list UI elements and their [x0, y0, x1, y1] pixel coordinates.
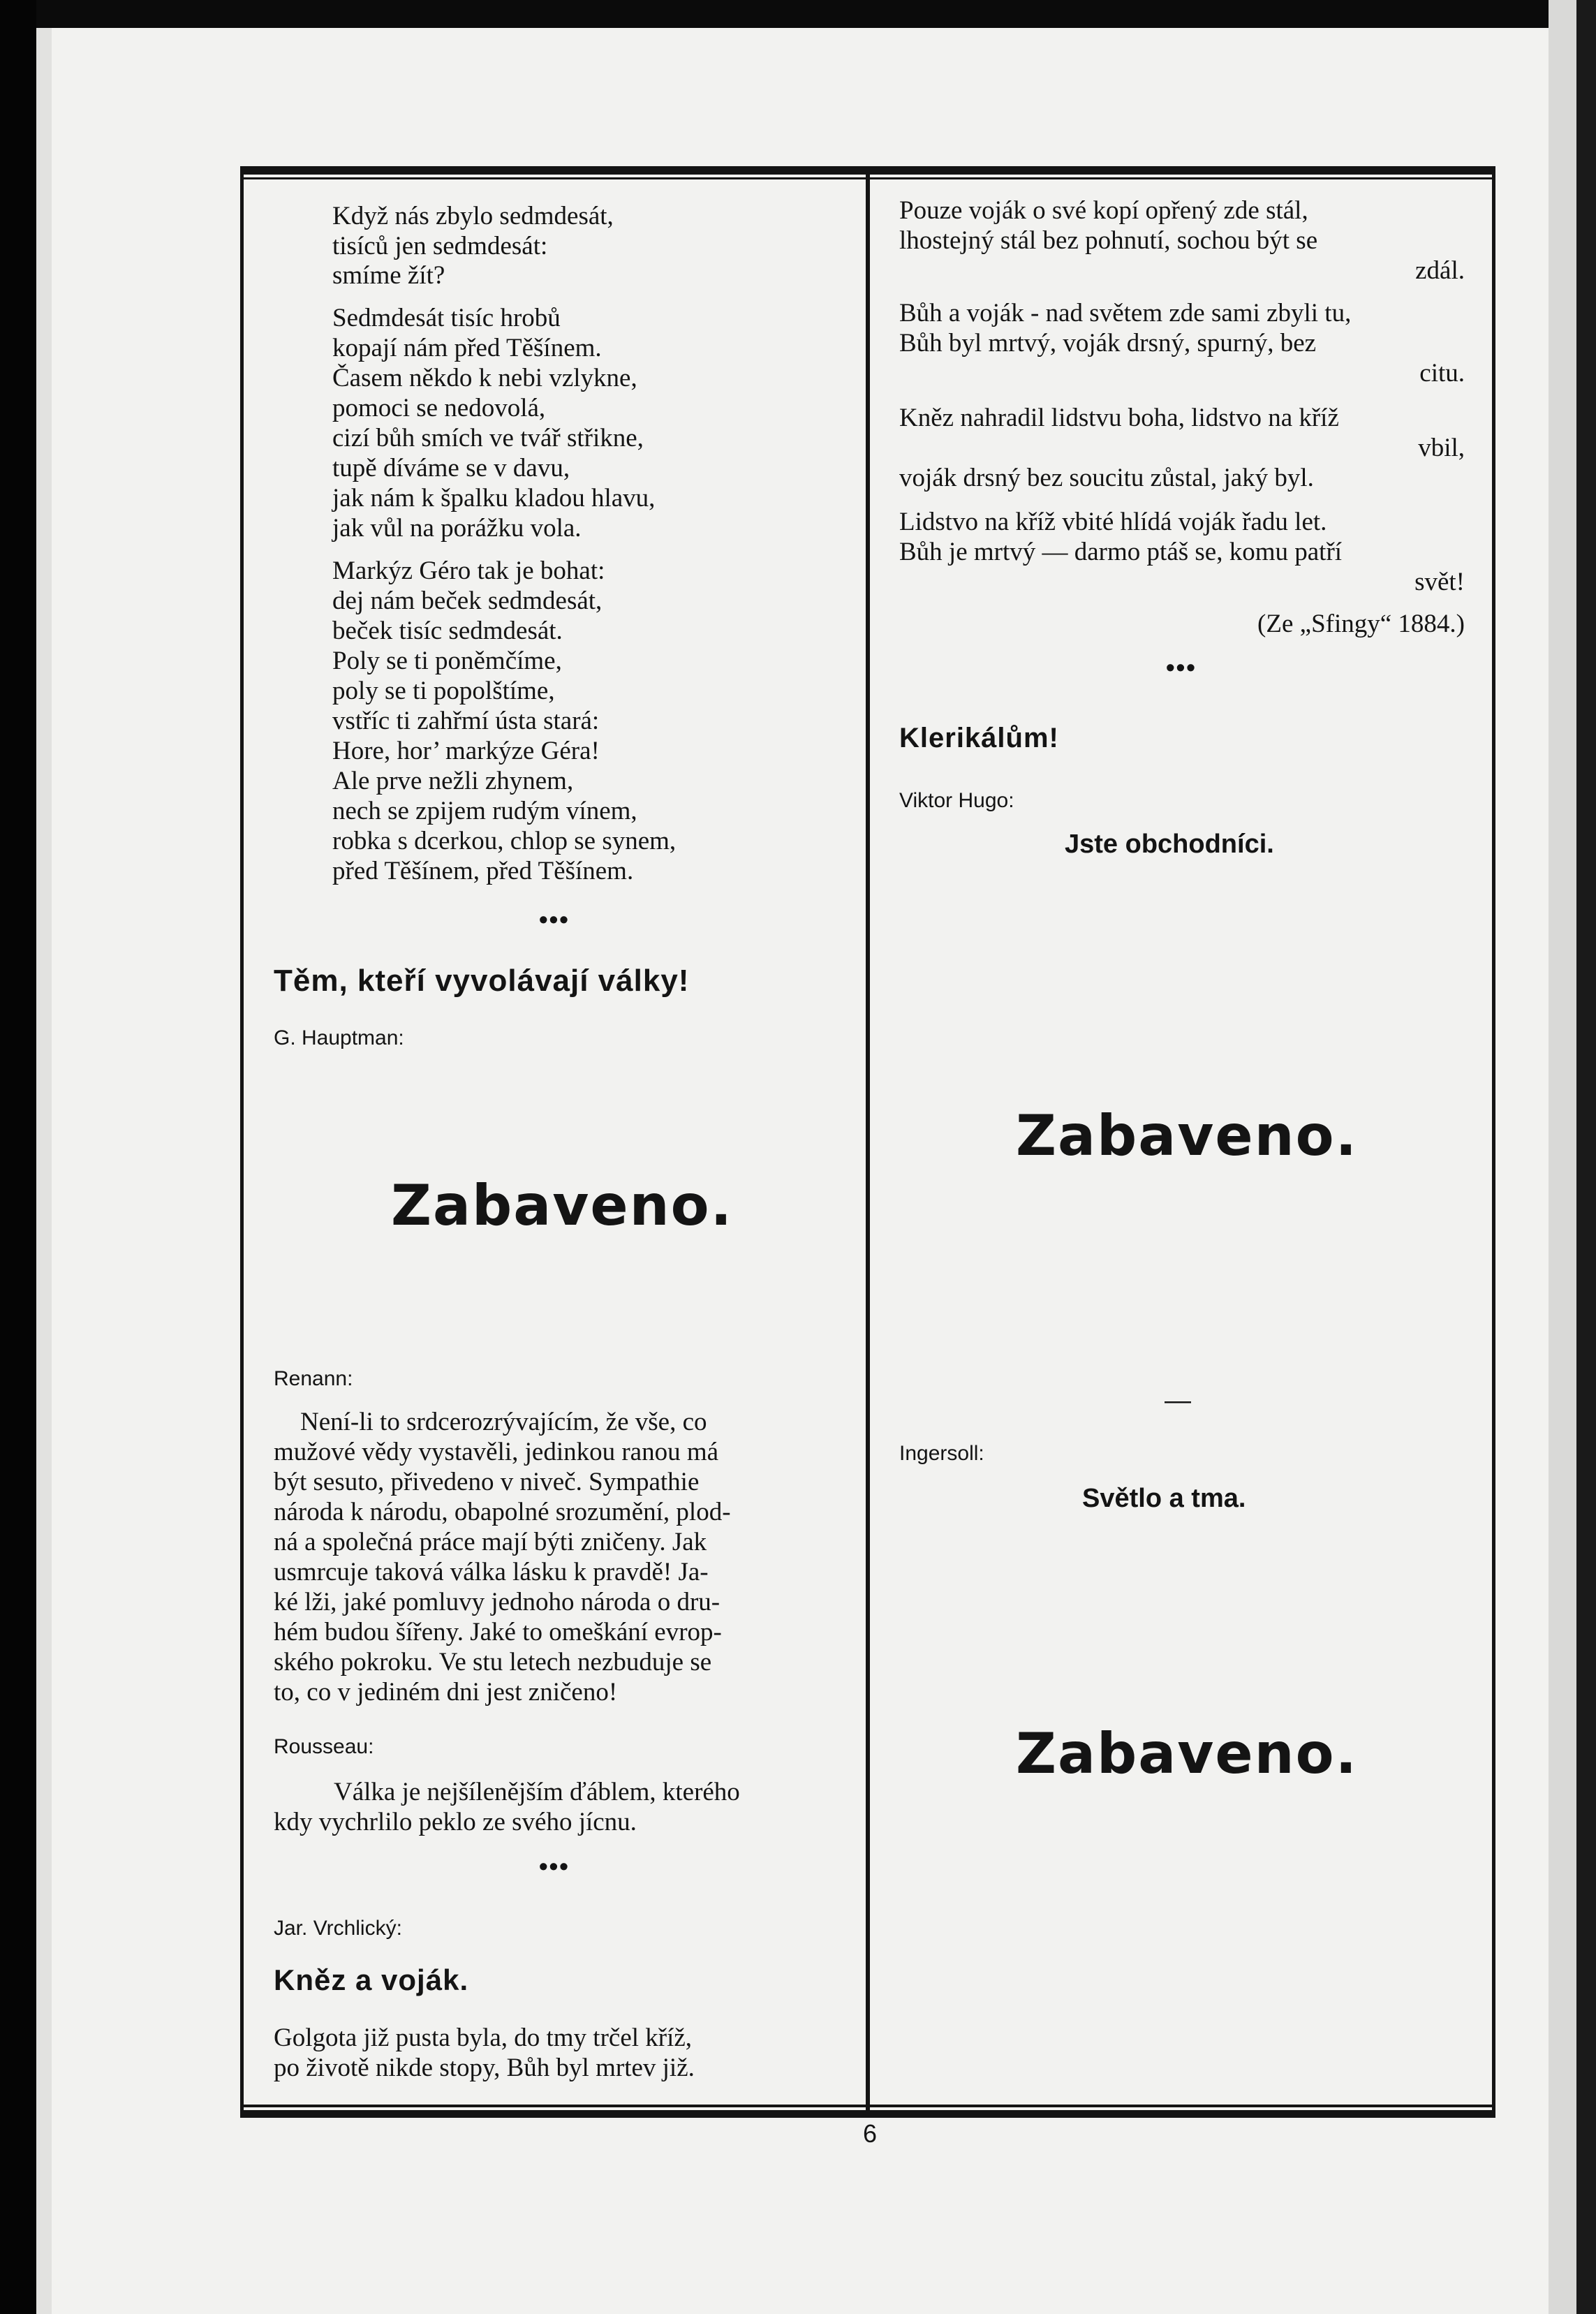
poem-line: voják drsný bez soucitu zůstal, jaký byl. — [899, 464, 1314, 492]
poem-line: beček tisíc sedmdesát. — [332, 617, 563, 645]
paragraph-line: Válka je nejšílenějším ďáblem, kterého — [334, 1778, 740, 1806]
paragraph-line: ké lži, jaké pomluvy jednoho národa o dru- — [274, 1588, 721, 1616]
section-separator-dots: ••• — [539, 1852, 570, 1880]
paragraph-line: kdy vychrlilo peklo ze svého jícnu. — [274, 1808, 637, 1836]
poem-line: kopají nám před Těšínem. — [332, 334, 602, 362]
poem-line: Kněz nahradil lidstvu boha, lidstvo na kříž — [899, 404, 1339, 432]
scan-border-left — [0, 0, 36, 2314]
poem-line: Markýz Géro tak je bohat: — [332, 557, 605, 585]
article-heading: Klerikálům! — [899, 723, 1059, 753]
poem-line: zdál. — [1415, 256, 1465, 285]
author-byline: G. Hauptman: — [274, 1026, 404, 1049]
poem-line: dej nám beček sedmdesát, — [332, 587, 603, 615]
article-subtitle: Jste obchodníci. — [1065, 830, 1274, 859]
poem-line: Časem někdo k nebi vzlykne, — [332, 364, 637, 392]
paragraph-line: usmrcuje taková válka lásku k pravdě! Ja- — [274, 1558, 709, 1586]
paragraph-line: ná a společná práce mají býti zničeny. Jak — [274, 1528, 707, 1556]
paragraph-line: ského pokroku. Ve stu letech nezbuduje se — [274, 1648, 712, 1676]
paragraph-line: národa k národu, obapolné srozumění, plod- — [274, 1498, 731, 1526]
poem-line: lhostejný stál bez pohnutí, sochou být se — [899, 226, 1318, 255]
poem-line: cizí bůh smích ve tvář střikne, — [332, 424, 644, 452]
author-byline: Jar. Vrchlický: — [274, 1917, 402, 1940]
poem-line: Bůh a voják - nad světem zde sami zbyli tu, — [899, 299, 1352, 327]
poem-line: citu. — [1419, 359, 1465, 388]
poem-line: jak vůl na porážku vola. — [332, 514, 582, 543]
censored-notice: Zabaveno. — [1016, 1721, 1358, 1786]
article-subtitle: Světlo a tma. — [1082, 1484, 1246, 1513]
poem-line: Lidstvo na kříž vbité hlídá voják řadu let. — [899, 508, 1327, 536]
poem-line: po životě nikde stopy, Bůh byl mrtev již. — [274, 2054, 695, 2082]
paragraph-line: Není-li to srdcerozrývajícím, že vše, co — [300, 1408, 707, 1436]
frame-rule-left — [240, 166, 244, 2118]
poem-line: Bůh je mrtvý — darmo ptáš se, komu patří — [899, 538, 1343, 566]
poem-line: vbil, — [1418, 434, 1465, 462]
poem-line: Ale prve nežli zhynem, — [332, 767, 574, 795]
page-edge-shadow — [36, 28, 52, 2314]
author-byline: Ingersoll: — [899, 1442, 984, 1465]
poem-line: Bůh byl mrtvý, voják drsný, spurný, bez — [899, 329, 1317, 358]
censored-notice: Zabaveno. — [1016, 1103, 1358, 1168]
poem-line: Hore, hor’ markýze Géra! — [332, 737, 600, 765]
paragraph-line: být sesuto, přivedeno v niveč. Sympathie — [274, 1468, 700, 1496]
poem-heading: Kněz a voják. — [274, 1963, 469, 1996]
page-number: 6 — [863, 2119, 878, 2148]
source-citation: (Ze „Sfingy“ 1884.) — [1257, 610, 1465, 638]
section-separator-dots: ••• — [1166, 653, 1197, 681]
poem-line: Sedmdesát tisíc hrobů — [332, 304, 561, 332]
poem-line: robka s dcerkou, chlop se synem, — [332, 827, 677, 855]
poem-line: tisíců jen sedmdesát: — [332, 232, 548, 260]
poem-line: svět! — [1414, 568, 1465, 596]
poem-line: před Těšínem, před Těšínem. — [332, 857, 634, 885]
poem-line: Když nás zbylo sedmdesát, — [332, 202, 614, 230]
poem-line: pomoci se nedovolá, — [332, 394, 546, 422]
poem-line: vstříc ti zahřmí ústa stará: — [332, 707, 600, 735]
poem-line: nech se zpijem rudým vínem, — [332, 797, 637, 825]
author-byline: Rousseau: — [274, 1735, 374, 1758]
paragraph-line: to, co v jediném dni jest zničeno! — [274, 1678, 618, 1707]
poem-line: Pouze voják o své kopí opřený zde stál, — [899, 196, 1308, 225]
scan-border-right — [1576, 0, 1596, 2314]
section-separator-dash: — — [1165, 1386, 1191, 1415]
censored-notice: Zabaveno. — [391, 1173, 733, 1238]
poem-line: smíme žít? — [332, 261, 445, 290]
poem-line: poly se ti popolštíme, — [332, 677, 555, 705]
poem-line: jak nám k špalku kladou hlavu, — [332, 484, 656, 513]
paragraph-line: mužové vědy vystavěli, jedinkou ranou má — [274, 1438, 719, 1466]
article-heading: Těm, kteří vyvolávají války! — [274, 964, 690, 998]
author-byline: Viktor Hugo: — [899, 789, 1014, 812]
paragraph-line: hém budou šířeny. Jaké to omeškání evrop- — [274, 1618, 722, 1646]
author-byline: Renann: — [274, 1367, 353, 1390]
column-divider — [866, 166, 870, 2118]
poem-line: tupě díváme se v davu, — [332, 454, 570, 482]
frame-rule-right — [1492, 166, 1495, 2118]
poem-line: Poly se ti poněmčíme, — [332, 647, 562, 675]
section-separator-dots: ••• — [539, 905, 570, 934]
poem-line: Golgota již pusta byla, do tmy trčel kříž, — [274, 2024, 693, 2052]
page-edge-right — [1549, 0, 1576, 2314]
